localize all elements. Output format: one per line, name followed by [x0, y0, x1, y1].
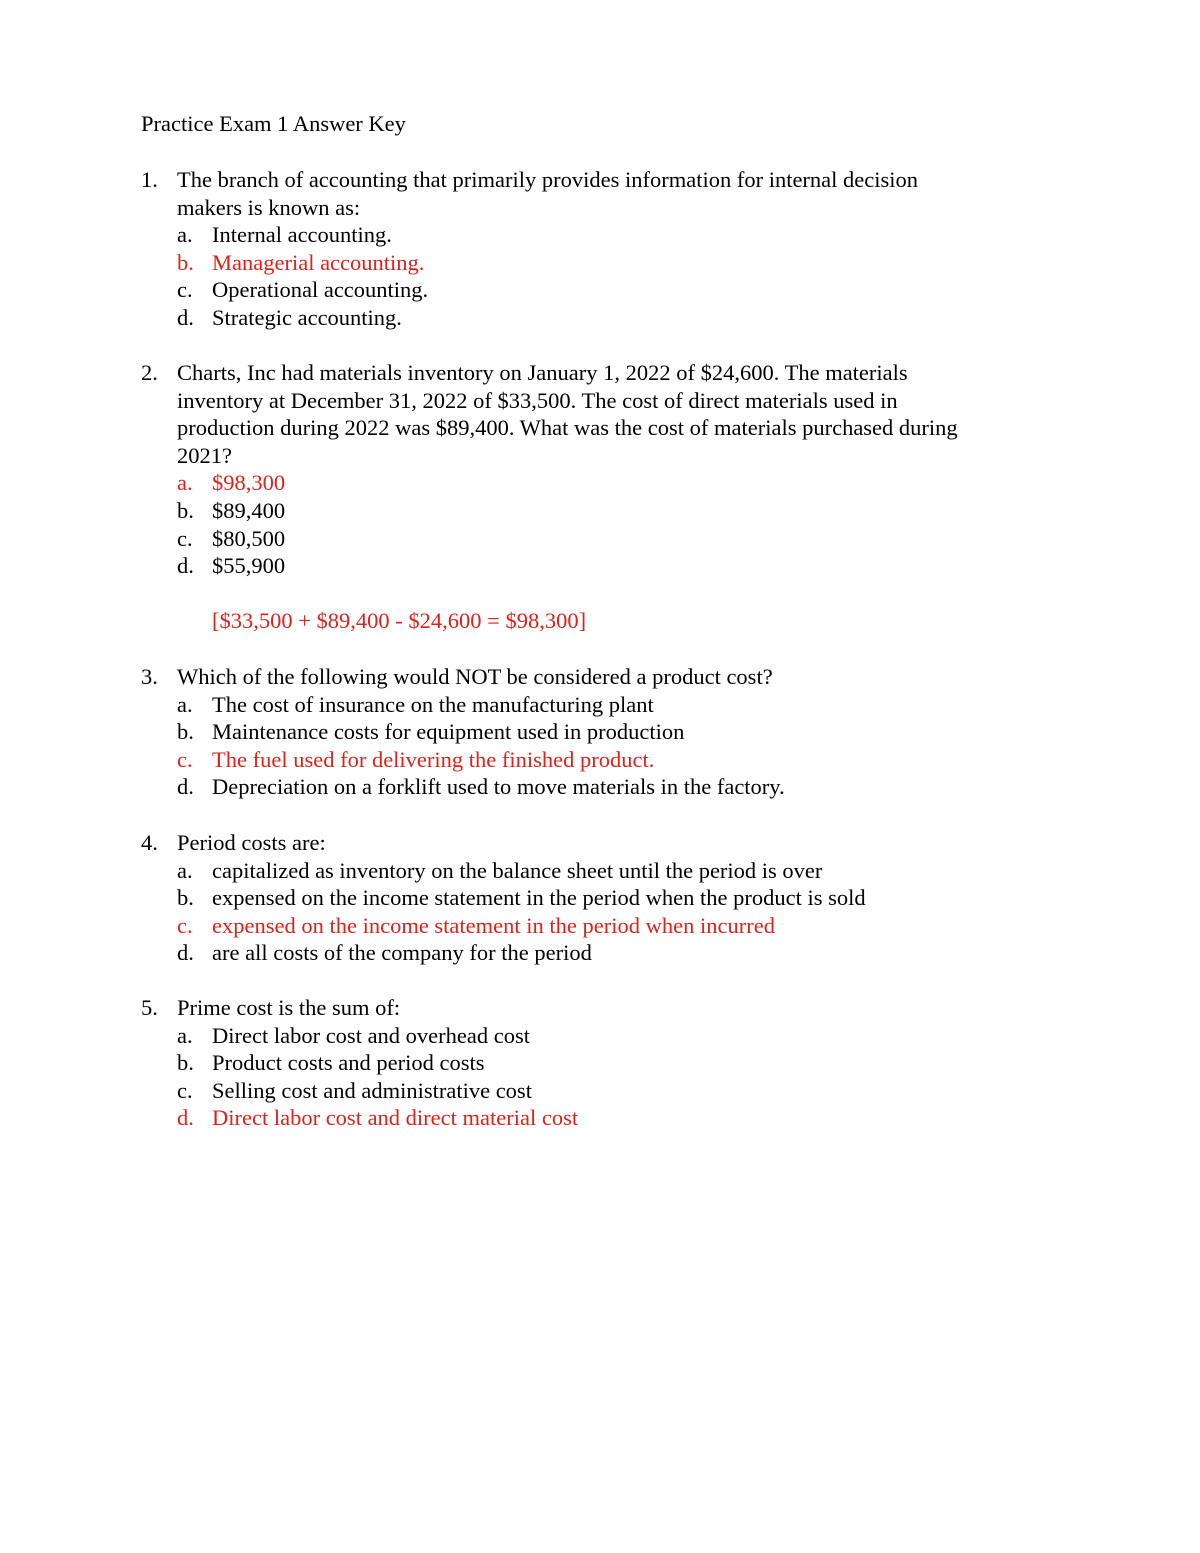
- options-list: [141, 1022, 1071, 1132]
- option-b: [141, 718, 1071, 746]
- question-5: [141, 994, 1071, 1132]
- option-a: [141, 1022, 1071, 1050]
- option-text: Maintenance costs for equipment used in production: [212, 719, 685, 745]
- option-c: [141, 1077, 1071, 1105]
- question-number: 5.: [141, 995, 158, 1020]
- options-list: [141, 469, 1071, 579]
- option-text: Direct labor cost and direct material cost: [212, 1105, 579, 1131]
- question-text: Charts, Inc had materials inventory on January 1, 2022 of $24,600. The materials: [177, 360, 908, 385]
- option-letter: c.: [177, 746, 193, 772]
- option-letter: a.: [177, 857, 193, 883]
- option-letter: b.: [177, 719, 194, 745]
- question-text: Period costs are:: [177, 830, 326, 855]
- option-letter: a.: [177, 222, 193, 248]
- option-letter: a.: [177, 691, 193, 717]
- option-letter: d.: [177, 553, 194, 579]
- option-text: Selling cost and administrative cost: [212, 1077, 532, 1103]
- option-text: Operational accounting.: [212, 277, 429, 303]
- options-list: [141, 691, 1071, 801]
- option-letter: a.: [177, 1022, 193, 1048]
- option-text: expensed on the income statement in the period when incurred: [212, 912, 775, 938]
- question-text-line: [141, 414, 1071, 442]
- question-number: 3.: [141, 664, 158, 689]
- option-letter: b.: [177, 497, 194, 523]
- option-text: are all costs of the company for the period: [212, 940, 592, 966]
- option-letter: d.: [177, 940, 194, 966]
- question-text-line: [141, 387, 1071, 415]
- question-text: makers is known as:: [177, 194, 361, 220]
- option-letter: b.: [177, 1050, 194, 1076]
- option-letter: a.: [177, 470, 193, 496]
- page-title: Practice Exam 1 Answer Key: [141, 111, 406, 136]
- option-a: [141, 221, 1071, 249]
- option-b-correct: [141, 249, 1071, 277]
- option-d: [141, 552, 1071, 580]
- question-3: [141, 663, 1071, 801]
- option-letter: d.: [177, 774, 194, 800]
- option-d: [141, 939, 1071, 967]
- question-text: Prime cost is the sum of:: [177, 995, 401, 1020]
- option-text: $55,900: [212, 553, 286, 579]
- question-text-line: [141, 994, 1071, 1022]
- option-text: expensed on the income statement in the period when the product is sold: [212, 885, 866, 911]
- question-text: production during 2022 was $89,400. What was the cost of materials purchased during: [177, 415, 958, 441]
- option-text: Product costs and period costs: [212, 1050, 485, 1076]
- question-number: 1.: [141, 167, 158, 192]
- options-list: [141, 857, 1071, 967]
- options-list: [141, 221, 1071, 331]
- option-text: $80,500: [212, 525, 286, 551]
- question-text-line: [141, 663, 1071, 691]
- option-a-correct: [141, 469, 1071, 497]
- option-text: $98,300: [212, 470, 286, 496]
- option-c: [141, 276, 1071, 304]
- option-text: capitalized as inventory on the balance sheet until the period is over: [212, 857, 823, 883]
- option-text: The cost of insurance on the manufacturing plant: [212, 691, 654, 717]
- question-2: [141, 359, 1071, 634]
- question-number: 4.: [141, 830, 158, 855]
- question-text-line: [141, 829, 1071, 857]
- option-letter: c.: [177, 525, 193, 551]
- question-text-line: [141, 359, 1071, 387]
- question-text-line: [141, 442, 1071, 470]
- option-c: [141, 525, 1071, 553]
- question-1: [141, 166, 1071, 332]
- option-letter: c.: [177, 1077, 193, 1103]
- option-text: Internal accounting.: [212, 222, 392, 248]
- option-a: [141, 857, 1071, 885]
- question-text: Which of the following would NOT be considered a product cost?: [177, 664, 773, 689]
- question-number: 2.: [141, 360, 158, 385]
- option-d: [141, 304, 1071, 332]
- option-letter: b.: [177, 885, 194, 911]
- option-d: [141, 773, 1071, 801]
- question-text-line: [141, 166, 1071, 194]
- option-letter: b.: [177, 249, 194, 275]
- option-letter: c.: [177, 277, 193, 303]
- option-text: The fuel used for delivering the finished product.: [212, 746, 655, 772]
- option-d-correct: [141, 1104, 1071, 1132]
- option-b: [141, 1049, 1071, 1077]
- option-a: [141, 691, 1071, 719]
- question-text: inventory at December 31, 2022 of $33,500. The cost of direct materials used in: [177, 387, 898, 413]
- answer-explanation: [$33,500 + $89,400 - $24,600 = $98,300]: [212, 607, 587, 633]
- question-text: 2021?: [177, 442, 232, 468]
- option-text: $89,400: [212, 497, 286, 523]
- option-letter: d.: [177, 1105, 194, 1131]
- option-text: Strategic accounting.: [212, 304, 402, 330]
- option-letter: c.: [177, 912, 193, 938]
- option-letter: d.: [177, 304, 194, 330]
- question-text: The branch of accounting that primarily provides information for internal decision: [177, 167, 919, 192]
- option-b: [141, 884, 1071, 912]
- option-text: Direct labor cost and overhead cost: [212, 1022, 530, 1048]
- option-c-correct: [141, 746, 1071, 774]
- option-b: [141, 497, 1071, 525]
- option-text: Managerial accounting.: [212, 249, 425, 275]
- question-text-line: [141, 194, 1071, 222]
- option-text: Depreciation on a forklift used to move materials in the factory.: [212, 774, 785, 800]
- option-c-correct: [141, 912, 1071, 940]
- question-4: [141, 829, 1071, 967]
